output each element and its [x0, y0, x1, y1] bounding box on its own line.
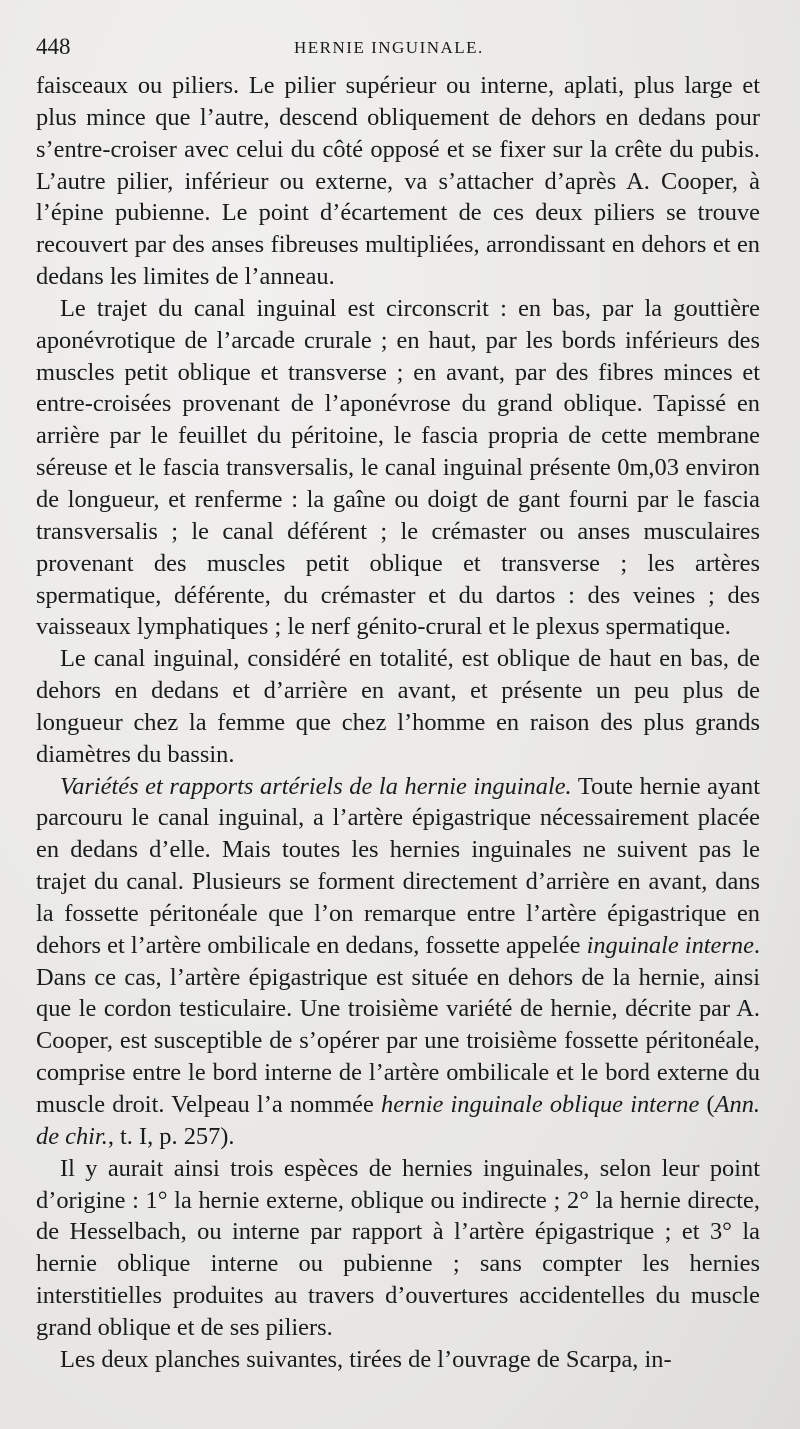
- page-number: 448: [36, 34, 71, 59]
- text-segment: (: [699, 1091, 715, 1118]
- running-head: HERNIE INGUINALE.: [294, 38, 484, 57]
- paragraph: [36, 1153, 760, 1344]
- paragraph: [36, 293, 760, 643]
- paragraph: [36, 70, 760, 293]
- paragraph: [36, 771, 760, 1153]
- citation-title: Ann. de chir.: [36, 1091, 760, 1150]
- text-segment: Le canal inguinal, considéré en totalité, est oblique de haut en bas, de dehors en dedans et d’arrière en avant, et présente un peu plus de longueur chez la femme que chez l’homme en raison des plus grands diamètres du bassin.: [36, 645, 760, 768]
- text-segment: , t. I, p. 257).: [107, 1122, 235, 1150]
- paragraph: [36, 643, 760, 770]
- italic-term: inguinale interne: [586, 931, 754, 959]
- text-segment: Les deux planches suivantes, tirées de l’ouvrage de Scarpa, in-: [60, 1345, 672, 1373]
- section-heading: Variétés et rapports artériels de la hernie inguinale.: [60, 772, 572, 800]
- text-segment: Le trajet du canal inguinal est circonscrit : en bas, par la gouttière aponévrotique de l’arcade crurale ; en haut, par les bords inférieurs des muscles petit oblique et transverse ; en avant, par des fibres minces et entre-croisées provenant de l’aponévrose du grand oblique. Tapissé en arrière par le feuillet du péritoine, le fascia propria de cette membrane séreuse et le fascia transversalis, le canal inguinal présente 0m,03 environ de longueur, et renferme : la gaîne ou doigt de gant fourni par le fascia transversalis ; le canal déférent ; le crémaster ou anses musculaires provenant des muscles petit oblique et transverse ; les artères spermatique, déférente, du crémaster et du dartos : des veines ; des vaisseaux lymphatiques ; le nerf génito-crural et le plexus spermatique.: [36, 294, 760, 641]
- page-header: [36, 34, 736, 68]
- text-segment: Il y aurait ainsi trois espèces de hernies inguinales, selon leur point d’origine : 1° la hernie externe, oblique ou indirecte ; 2° la hernie directe, de Hesselbach, ou interne par rapport à l’artère épigastrique ; et 3° la hernie oblique interne ou pubienne ; sans compter les hernies interstitielles produites au travers d’ouvertures accidentelles du muscle grand oblique et de ses piliers.: [36, 1154, 760, 1341]
- text-segment: Toute hernie ayant parcouru le canal inguinal, a l’artère épigastrique nécessairement placée en dedans d’elle. Mais toutes les hernies inguinales ne suivent pas le trajet du canal. Plusieurs se forment directement d’arrière en avant, dans la fossette péritonéale que l’on remarque entre l’artère épigastrique en dehors et l’artère ombilicale en dedans, fossette appelée: [36, 772, 760, 959]
- italic-term: hernie inguinale oblique interne: [381, 1091, 700, 1118]
- text-segment: . Dans ce cas, l’artère épigastrique est située en dehors de la hernie, ainsi que le cordon testiculaire. Une troisième variété de hernie, décrite par A. Cooper, est susceptible de s’opérer par une troisième fossette péritonéale, comprise entre le bord interne de l’artère ombilicale et le bord externe du muscle droit. Velpeau l’a nommée: [36, 931, 761, 1118]
- body-text: [36, 70, 760, 1376]
- text-segment: faisceaux ou piliers. Le pilier supérieur ou interne, aplati, plus large et plus mince que l’autre, descend obliquement de dehors en dedans pour s’entre-croiser avec celui du côté opposé et se fixer sur la crête du pubis. L’autre pilier, inférieur ou externe, va s’attacher d’après A. Cooper, à l’épine pubienne. Le point d’écartement de ces deux piliers se trouve recouvert par des anses fibreuses multipliées, arrondissant en dehors et en dedans les limites de l’anneau.: [36, 72, 760, 291]
- paragraph: [36, 1344, 760, 1376]
